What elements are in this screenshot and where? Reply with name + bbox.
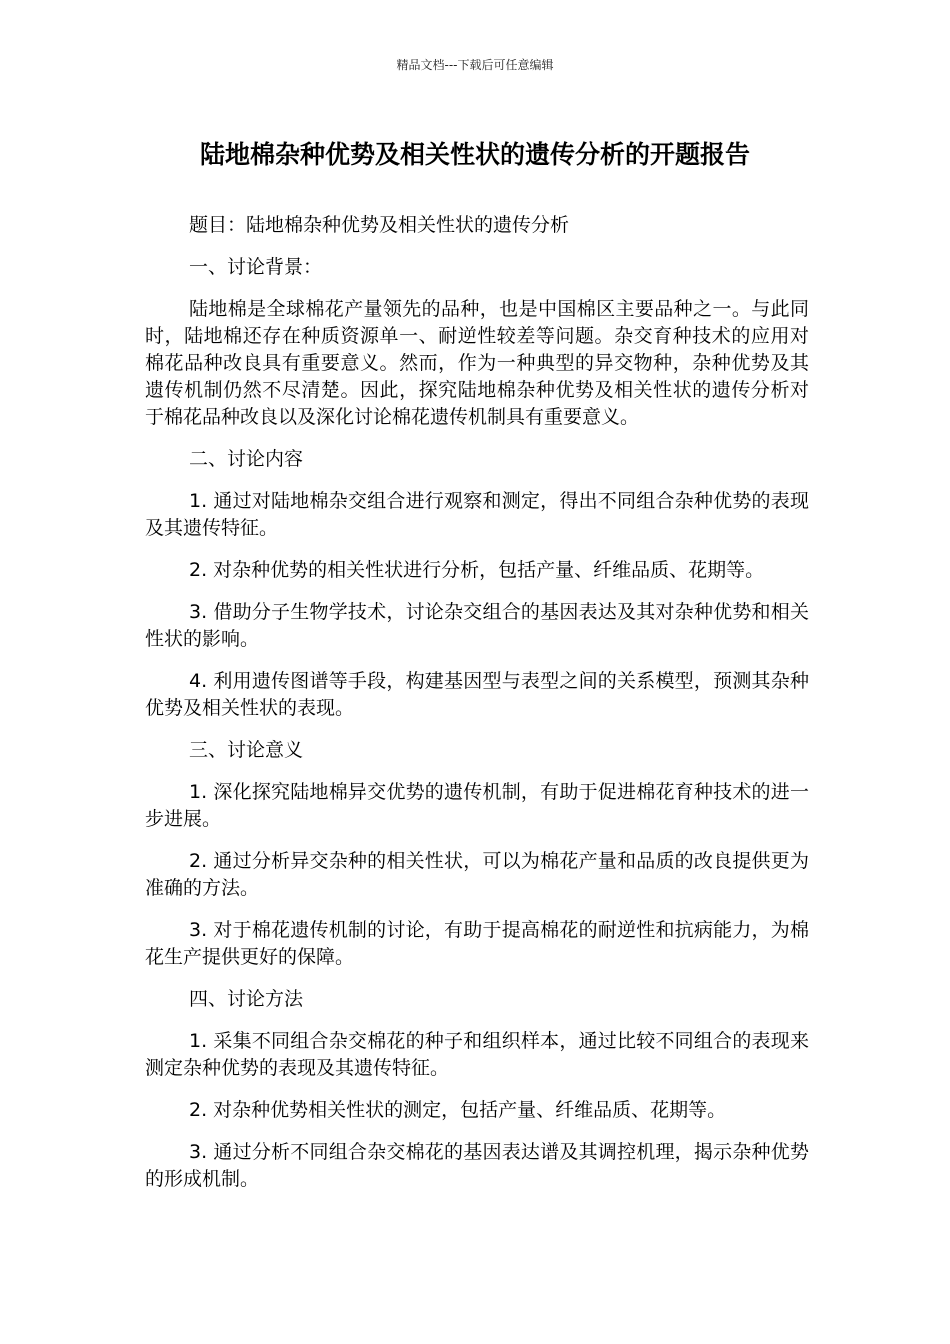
content-item-3: 3. 借助分子生物学技术，讨论杂交组合的基因表达及其对杂种优势和相关性状的影响。 — [145, 601, 809, 650]
header-note: 精品文档---下载后可任意编辑 — [396, 58, 554, 72]
method-item-2: 2. 对杂种优势相关性状的测定，包括产量、纤维品质、花期等。 — [189, 1099, 727, 1121]
significance-item-1: 1. 深化探究陆地棉异交优势的遗传机制，有助于促进棉花育种技术的进一步进展。 — [145, 781, 809, 830]
background-paragraph: 陆地棉是全球棉花产量领先的品种，也是中国棉区主要品种之一。与此同时，陆地棉还存在种质资源单一、耐逆性较差等问题。杂交育种技术的应用对棉花品种改良具有重要意义。然而，作为一种典型的异交物种，杂种优势及其遗传机制仍然不尽清楚。因此，探究陆地棉杂种优势及相关性状的遗传分析对于棉花品种改良以及深化讨论棉花遗传机制具有重要意义。 — [145, 298, 809, 428]
section-heading-significance: 三、讨论意义 — [189, 739, 304, 761]
method-item-1: 1. 采集不同组合杂交棉花的种子和组织样本，通过比较不同组合的表现来测定杂种优势的表现及其遗传特征。 — [145, 1030, 809, 1079]
content-item-1: 1. 通过对陆地棉杂交组合进行观察和测定，得出不同组合杂种优势的表现及其遗传特征。 — [145, 490, 809, 539]
significance-item-3: 3. 对于棉花遗传机制的讨论，有助于提高棉花的耐逆性和抗病能力，为棉花生产提供更好的保障。 — [145, 919, 809, 968]
document-title: 陆地棉杂种优势及相关性状的遗传分析的开题报告 — [199, 140, 750, 169]
content-item-2: 2. 对杂种优势的相关性状进行分析，包括产量、纤维品质、花期等。 — [189, 559, 765, 581]
section-heading-methods: 四、讨论方法 — [189, 988, 304, 1010]
significance-item-2: 2. 通过分析异交杂种的相关性状，可以为棉花产量和品质的改良提供更为准确的方法。 — [145, 850, 809, 899]
section-heading-content: 二、讨论内容 — [189, 448, 304, 470]
topic-line: 题目：陆地棉杂种优势及相关性状的遗传分析 — [189, 214, 570, 236]
document-body — [145, 212, 809, 1208]
content-item-4: 4. 利用遗传图谱等手段，构建基因型与表型之间的关系模型，预测其杂种优势及相关性状的表现。 — [145, 670, 809, 719]
section-heading-background: 一、讨论背景： — [189, 256, 323, 278]
method-item-3: 3. 通过分析不同组合杂交棉花的基因表达谱及其调控机理，揭示杂种优势的形成机制。 — [145, 1141, 809, 1190]
